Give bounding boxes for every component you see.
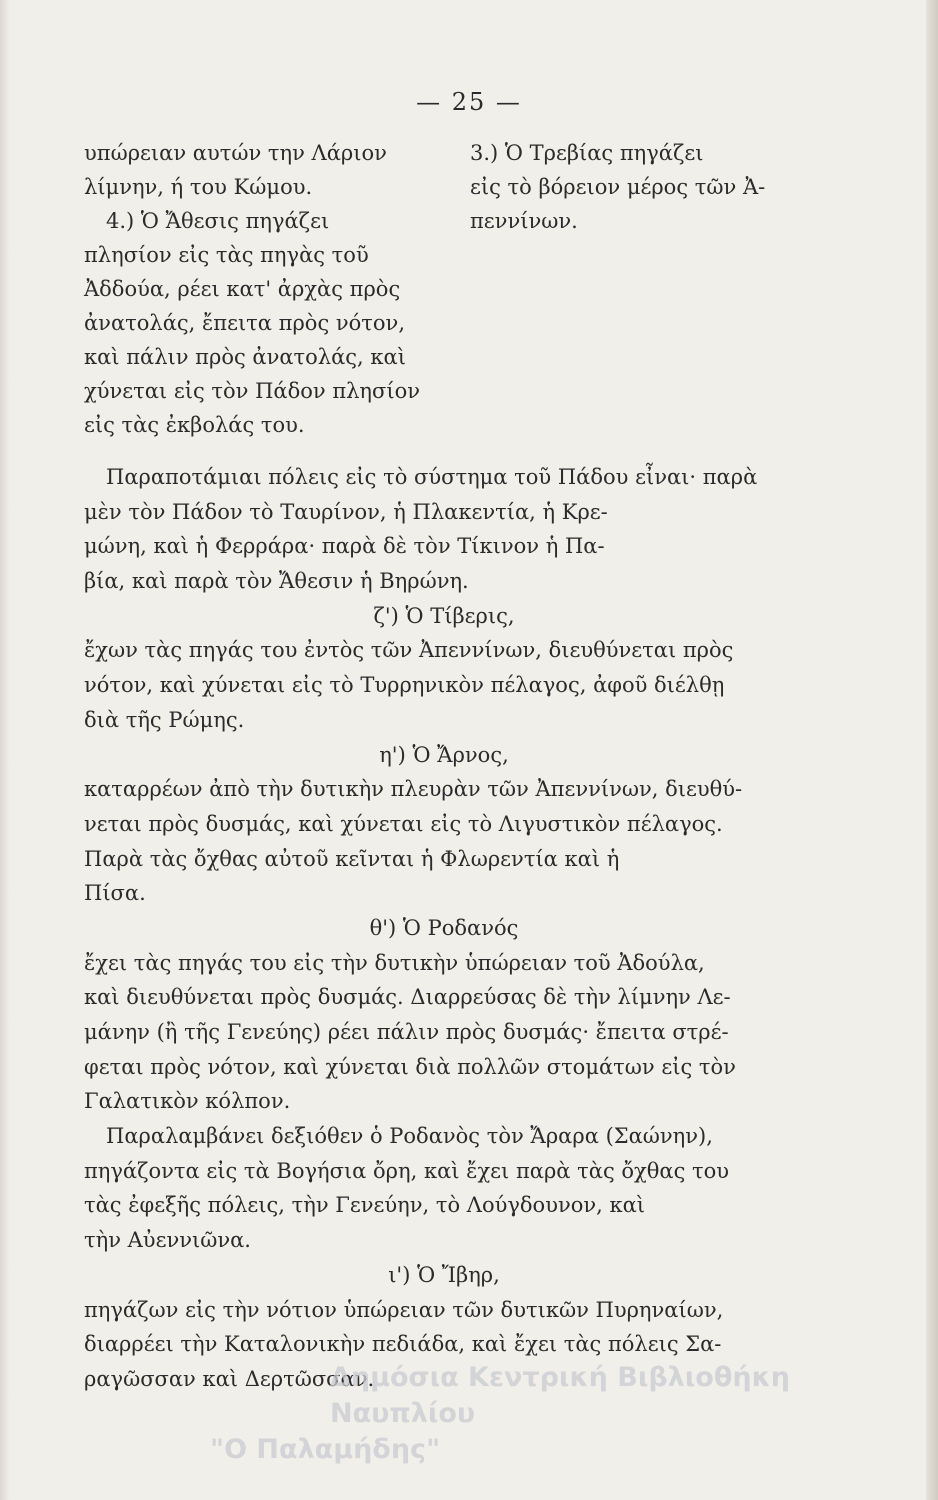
text-line: Πίσα.	[84, 881, 146, 906]
watermark-line: "Ο Παλαμήδης"	[210, 1434, 441, 1465]
watermark-line: Δημόσια Κεντρική Βιβλιοθήκη Ναυπλίου	[330, 1362, 791, 1429]
text-line: νεται πρὸς δυσμάς, καὶ χύνεται εἰς τὸ Λιγυστικὸν πέλαγος.	[84, 811, 723, 836]
left-column-line: πλησίον εἰς τὰς πηγὰς τοῦ	[84, 243, 369, 267]
page-number: — 25 —	[416, 88, 522, 116]
text-line: ραγῶσσαν καὶ Δερτῶσσαν.	[84, 1366, 375, 1391]
text-line: τὰς ἐφεξῆς πόλεις, τὴν Γενεύην, τὸ Λούγδουνον, καὶ	[84, 1193, 646, 1218]
text-line: μάνην (ἢ τῆς Γενεύης) ρέει πάλιν πρὸς δυσμάς· ἔπειτα στρέ-	[84, 1020, 729, 1044]
text-line: Παραποτάμιαι πόλεις εἰς τὸ σύστημα τοῦ Πάδου εἶναι· παρὰ	[106, 465, 758, 489]
text-line: πηγάζοντα εἰς τὰ Βογήσια ὄρη, καὶ ἔχει παρὰ τὰς ὄχθας του	[84, 1158, 730, 1183]
text-line: Παρὰ τὰς ὄχθας αὐτοῦ κεῖνται ἡ Φλωρεντία καὶ ἡ	[84, 846, 620, 871]
left-column	[84, 136, 454, 442]
text-line: μώνη, καὶ ἡ Φερράρα· παρὰ δὲ τὸν Τίκινον ἡ Πα-	[84, 534, 605, 559]
left-column-line: λίμνην, ή του Κώμου.	[84, 175, 313, 199]
text-line: καὶ διευθύνεται πρὸς δυσμάς. Διαρρεύσας δὲ τὴν λίμνην Λε-	[84, 985, 731, 1010]
left-column-line: 4.) Ὁ Ἄθεσις πηγάζει	[106, 209, 330, 233]
left-column-line: εἰς τὰς ἐκβολάς του.	[84, 413, 305, 437]
text-line: τὴν Αὐεννιῶνα.	[84, 1228, 251, 1253]
page-right-edge	[926, 0, 938, 1500]
section-heading: η') Ὁ Ἄρνος,	[379, 742, 509, 767]
text-line: διαρρέει τὴν Καταλονικὴν πεδιάδα, καὶ ἔχει τὰς πόλεις Σα-	[84, 1332, 722, 1357]
main-text	[84, 460, 804, 1397]
section-heading: ζ') Ὁ Τίβερις,	[373, 603, 515, 628]
text-line: πηγάζων εἰς τὴν νότιον ὑπώρειαν τῶν δυτικῶν Πυρηναίων,	[84, 1297, 724, 1322]
text-line: νότον, καὶ χύνεται εἰς τὸ Τυρρηνικὸν πέλαγος, ἀφοῦ διέλθῃ	[84, 673, 725, 698]
text-line: μὲν τὸν Πάδον τὸ Ταυρίνον, ἡ Πλακεντία, ἡ Κρε-	[84, 499, 608, 524]
text-line: βία, καὶ παρὰ τὸν Ἄθεσιν ἡ Βηρώνη.	[84, 569, 469, 594]
left-column-line: καὶ πάλιν πρὸς ἀνατολάς, καὶ	[84, 345, 406, 369]
left-column-line: Ἀδδούα, ρέει κατ' ἀρχὰς πρὸς	[84, 277, 401, 301]
page-left-shadow	[0, 0, 10, 1500]
text-line: ἔχει τὰς πηγάς του εἰς τὴν δυτικὴν ὑπώρειαν τοῦ Ἀδούλα,	[84, 950, 705, 975]
left-column-line: ἀνατολάς, ἔπειτα πρὸς νότον,	[84, 311, 405, 335]
text-line: καταρρέων ἀπὸ τὴν δυτικὴν πλευρὰν τῶν Ἀπεννίνων, διευθύ-	[84, 777, 743, 802]
left-column-line: χύνεται εἰς τὸν Πάδον πλησίον	[84, 379, 420, 403]
text-line: Παραλαμβάνει δεξιόθεν ὁ Ροδανὸς τὸν Ἄραρα (Σαώνην),	[106, 1124, 713, 1149]
left-column-line: υπώρειαν αυτών την Λάριον	[84, 141, 387, 165]
text-line: Γαλατικὸν κόλπον.	[84, 1089, 291, 1114]
text-line: διὰ τῆς Ρώμης.	[84, 707, 245, 732]
text-line: φεται πρὸς νότον, καὶ χύνεται διὰ πολλῶν στομάτων εἰς τὸν	[84, 1054, 736, 1079]
right-column-line: 3.) Ὁ Τρεβίας πηγάζει	[470, 141, 704, 165]
right-column-line: πεννίνων.	[470, 209, 578, 233]
right-column-line: εἰς τὸ βόρειον μέρος τῶν Ἀ-	[470, 175, 766, 199]
library-watermark	[210, 1360, 910, 1468]
section-heading: θ') Ὁ Ροδανός	[369, 915, 519, 940]
text-line: ἔχων τὰς πηγάς του ἐντὸς τῶν Ἀπεννίνων, διευθύνεται πρὸς	[84, 638, 734, 663]
section-heading: ι') Ὁ Ἴβηρ,	[388, 1262, 500, 1287]
right-column	[470, 136, 800, 238]
